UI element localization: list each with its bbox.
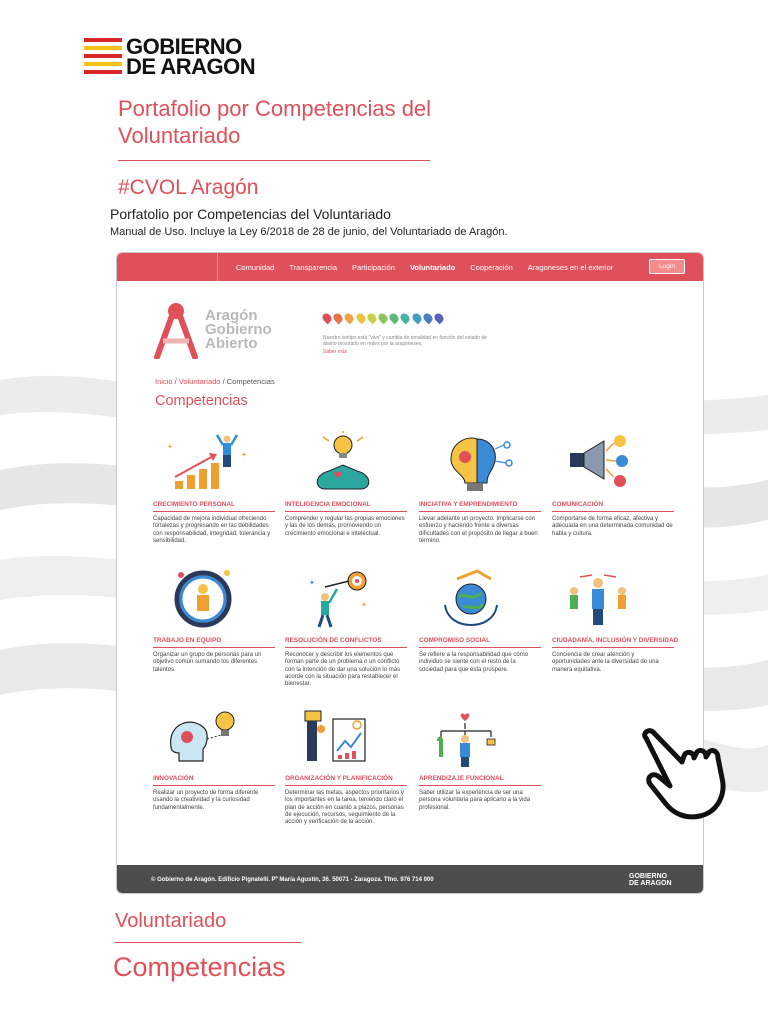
card-title: INTELIGENCIA EMOCIONAL: [285, 501, 371, 508]
mood-pin: [354, 312, 367, 325]
section-divider: [115, 942, 301, 943]
nav-participacion[interactable]: Participación: [352, 262, 395, 272]
gobierno-abierto-a-icon: [153, 301, 203, 359]
card-divider: [285, 647, 407, 648]
page-heading: Competencias: [155, 393, 248, 409]
mood-pin: [321, 312, 334, 325]
lightbulb-gear-icon: [419, 431, 541, 497]
nav-aragoneses-exterior[interactable]: Aragoneses en el exterior: [527, 262, 614, 272]
card-title: ORGANIZACIÓN Y PLANIFICACIÓN: [285, 775, 393, 782]
document-subtitle: Porfatolio por Competencias del Voluntariado: [110, 206, 391, 222]
card-title: CIUDADANÍA, INCLUSIÓN Y DIVERSIDAD: [552, 637, 679, 644]
nav-cooperacion[interactable]: Cooperación: [470, 262, 513, 272]
mood-pin: [343, 312, 356, 325]
card-title: INICIATIVA Y EMPRENDIMIENTO: [419, 501, 518, 508]
breadcrumb-current: Competencias: [226, 377, 275, 386]
card-description: Conciencia de crear atención y oportunidades ante la diversidad de una manera equitativa.: [552, 652, 659, 673]
logo-line-1: GOBIERNO: [126, 34, 242, 59]
site-footer: [117, 865, 704, 894]
card-description: Comportarse de forma eficaz, afectiva y adecuada en una determinada comunidad de habla y cultura.: [552, 516, 673, 537]
card-divider: [419, 785, 541, 786]
saber-mas-link[interactable]: Saber más: [323, 349, 348, 355]
learning-network-icon: [419, 705, 541, 771]
breadcrumb: Inicio / Voluntariado / Competencias: [155, 377, 275, 386]
footer-logo-line-1: GOBIERNO: [629, 873, 668, 880]
card-description: Saber utilizar la experiencia de ser una persona voluntaria para aplicarlo a la vida profesional.: [419, 790, 531, 811]
personal-growth-icon: [153, 431, 275, 497]
gobierno-de-aragon-logo: [84, 34, 274, 80]
card-description: Capacidad de mejora individual ofreciendo fortalezas y progresando en las debilidades con responsabilidad, integridad, tolerancia y sensibilidad.: [153, 516, 271, 544]
card-description: Reconocer y describir los elementos que forman parte de un problema o un conflicto con la intención de dar una solución lo más acorde con la situación para restablecer el bienestar.: [285, 652, 401, 688]
card-title: INNOVACIÓN: [153, 775, 194, 782]
card-description: Determinar las metas, aspectos prioritarios y los importantes en la tarea, teniendo claro el plan de acción en cuanto a plazos, personas de ejecución, recursos, seguimiento de la acción y verificación de la acción.: [285, 790, 404, 826]
citizens-group-icon: [552, 567, 674, 633]
card-divider: [552, 647, 674, 648]
card-divider: [285, 785, 407, 786]
section-title: Competencias: [113, 952, 286, 982]
mood-pins: [323, 313, 446, 323]
card-description: Realizar un proyecto de forma diferente usando la creatividad y la curiosidad fundamentalmente.: [153, 790, 259, 811]
nav-transparencia[interactable]: Transparencia: [289, 262, 338, 272]
website-screenshot: [116, 252, 704, 894]
card-divider: [285, 511, 407, 512]
card-divider: [419, 647, 541, 648]
logo-line-2: DE ARAGON: [126, 54, 256, 79]
hashtag: #CVOL Aragón: [118, 176, 259, 199]
login-button[interactable]: Login: [649, 259, 685, 274]
title-divider: [118, 160, 430, 161]
footer-gobierno-logo: [629, 873, 672, 887]
portal-logo-line-3: Abierto: [205, 335, 258, 352]
card-divider: [153, 785, 275, 786]
card-title: APRENDIZAJE FUNCIONAL: [419, 775, 504, 782]
svg-text:✦: ✦: [361, 602, 367, 609]
svg-text:✦: ✦: [241, 452, 247, 459]
pointing-hand-icon: [638, 728, 736, 822]
portal-logo-line-2: Gobierno: [205, 321, 272, 338]
mood-pin: [377, 312, 390, 325]
mood-pin: [332, 312, 345, 325]
megaphone-icon: [552, 431, 674, 497]
emotional-intelligence-icon: [285, 431, 407, 497]
aragon-gobierno-abierto-logo[interactable]: [153, 301, 283, 359]
footer-address: © Gobierno de Aragón. Edificio Pignatelli. Pº María Agustín, 36. 50071 - Zaragoza. Tfno. 976 714 000: [151, 877, 434, 883]
manual-description: Manual de Uso. Incluye la Ley 6/2018 de 28 de junio, del Voluntariado de Aragón.: [110, 226, 508, 238]
mood-pin: [433, 312, 446, 325]
svg-text:✦: ✦: [167, 444, 173, 451]
card-divider: [419, 511, 541, 512]
card-divider: [153, 511, 275, 512]
breadcrumb-home[interactable]: Inicio: [155, 377, 173, 386]
nav-comunidad[interactable]: Comunidad: [236, 262, 275, 272]
document-title: Portafolio por Competencias del Voluntariado: [118, 96, 432, 148]
portal-logo-line-1: Aragón: [205, 307, 258, 324]
card-title: TRABAJO EN EQUIPO: [153, 637, 222, 644]
card-description: Se refiere a la responsabilidad que cómo individuo se siente con el resto de la sociedad para que ésta prospere.: [419, 652, 529, 673]
footer-logo-line-2: DE ARAGON: [629, 880, 672, 887]
top-navbar: [117, 253, 704, 281]
target-archer-icon: [285, 567, 407, 633]
mood-pin: [421, 312, 434, 325]
card-description: Comprender y regular las propias emociones y las de los demás, promoviendo un crecimiento emocional e intelectual.: [285, 516, 405, 537]
aragon-flag-icon: [84, 38, 122, 78]
card-title: RESOLUCIÓN DE CONFLICTOS: [285, 637, 382, 644]
breadcrumb-voluntariado[interactable]: Voluntariado: [178, 377, 221, 386]
teamwork-icon: [153, 567, 275, 633]
pins-note: Nuestro isotipo está "vivo" y cambia de tonalidad en función del estado de ánimo mostrado en redes por la aragoneses.: [323, 335, 487, 347]
card-divider: [552, 511, 674, 512]
planning-board-icon: [285, 705, 407, 771]
mood-pin: [388, 312, 401, 325]
section-label: Voluntariado: [115, 910, 227, 932]
svg-text:✦: ✦: [309, 580, 315, 587]
card-description: Llevar adelante un proyecto. Implicarse con esfuerzo y haciendo frente a diversas dificultades con el propósito de llegar a buen término.: [419, 516, 538, 544]
mood-pin: [410, 312, 423, 325]
card-title: CRECIMIENTO PERSONAL: [153, 501, 235, 508]
mood-pin: [399, 312, 412, 325]
globe-hands-icon: [419, 567, 541, 633]
card-title: COMUNICACIÓN: [552, 501, 604, 508]
card-title: COMPROMISO SOCIAL: [419, 637, 491, 644]
head-lightbulb-icon: [153, 705, 275, 771]
mood-pin: [365, 312, 378, 325]
card-divider: [153, 647, 275, 648]
nav-voluntariado[interactable]: Voluntariado: [409, 262, 456, 272]
card-description: Organizar un grupo de personas para un objetivo común sumando los diferentes talentos.: [153, 652, 262, 673]
